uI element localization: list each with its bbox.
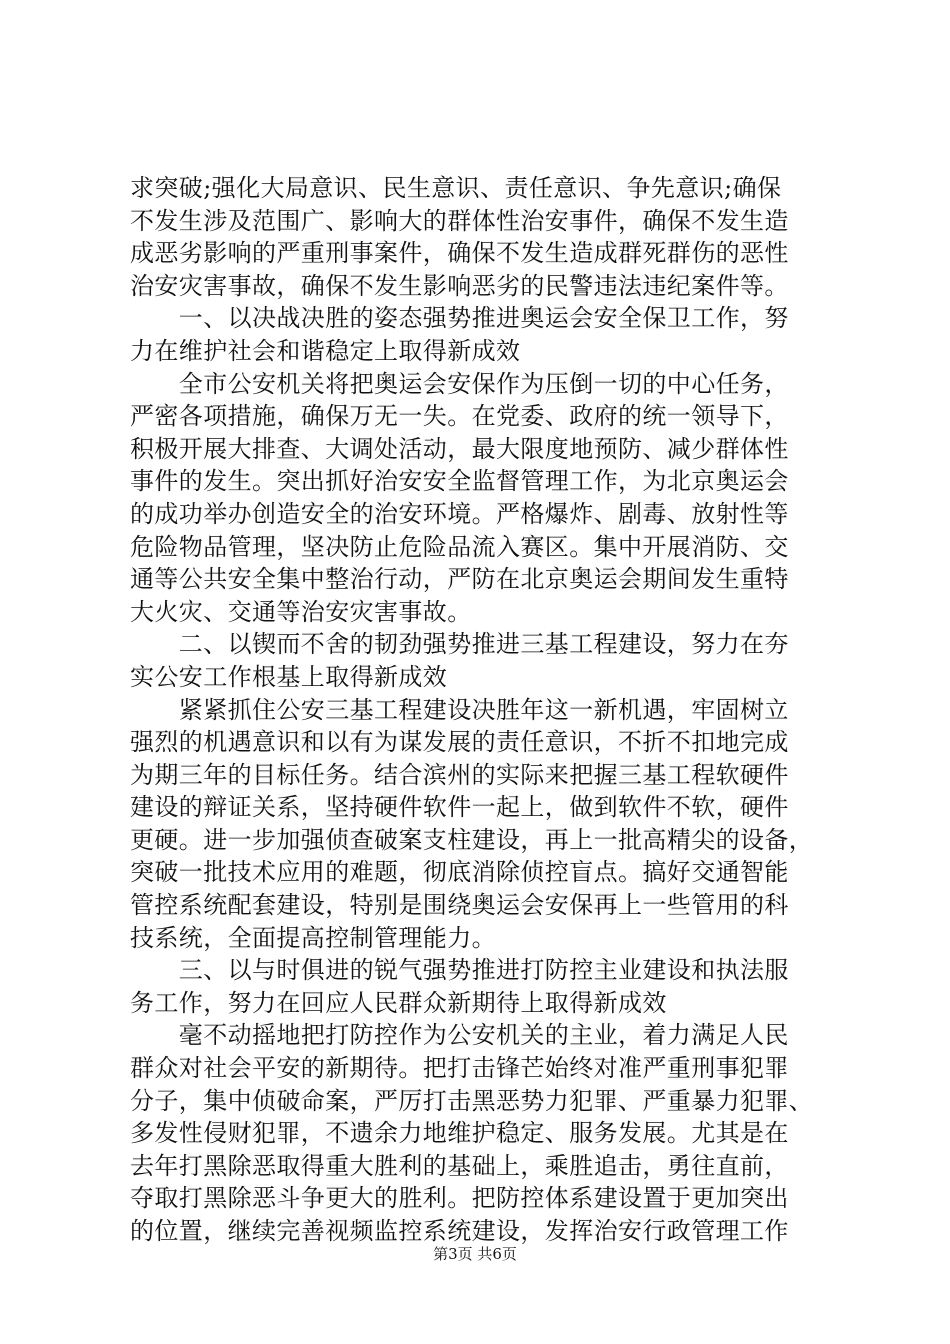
text-line: 求突破;强化大局意识、民生意识、责任意识、争先意识;确保 [130, 174, 782, 202]
text-line: 治安灾害事故，确保不发生影响恶劣的民警违法违纪案件等。 [130, 271, 789, 300]
text-line: 紧紧抓住公安三基工程建设决胜年这一新机遇，牢固树立 [130, 695, 789, 724]
text-line: 更硬。进一步加强侦查破案支柱建设，再上一批高精尖的设备， [130, 825, 814, 854]
text-line: 三、以与时俱进的锐气强势推进打防控主业建设和执法服 [130, 956, 789, 985]
text-line: 夺取打黑除恶斗争更大的胜利。把防控体系建设置于更加突出 [130, 1184, 789, 1213]
page-number-footer: 第3页 共6页 [433, 1245, 517, 1263]
text-line: 二、以锲而不舍的韧劲强势推进三基工程建设，努力在夯 [130, 630, 789, 659]
text-line: 的成功举办创造安全的治安环境。严格爆炸、剧毒、放射性等 [130, 499, 789, 528]
text-line: 分子，集中侦破命案，严厉打击黑恶势力犯罪、严重暴力犯罪、 [130, 1086, 814, 1115]
text-line: 危险物品管理，坚决防止危险品流入赛区。集中开展消防、交 [130, 532, 789, 561]
text-line: 力在维护社会和谐稳定上取得新成效 [130, 336, 521, 365]
text-line: 多发性侵财犯罪，不遗余力地维护稳定、服务发展。尤其是在 [130, 1119, 789, 1148]
text-line: 强烈的机遇意识和以有为谋发展的责任意识，不折不扣地完成 [130, 728, 789, 757]
text-line: 管控系统配套建设，特别是围绕奥运会安保再上一些管用的科 [130, 891, 789, 920]
document-body [130, 172, 830, 1248]
text-line: 群众对社会平安的新期待。把打击锋芒始终对准严重刑事犯罪 [130, 1054, 789, 1083]
text-line: 去年打黑除恶取得重大胜利的基础上，乘胜追击，勇往直前， [130, 1151, 789, 1180]
text-line: 一、以决战决胜的姿态强势推进奥运会安全保卫工作，努 [130, 304, 789, 333]
text-line: 成恶劣影响的严重刑事案件，确保不发生造成群死群伤的恶性 [130, 239, 789, 268]
text-line: 积极开展大排查、大调处活动，最大限度地预防、减少群体性 [130, 434, 789, 463]
text-line: 通等公共安全集中整治行动，严防在北京奥运会期间发生重特 [130, 565, 789, 594]
text-line: 建设的辩证关系，坚持硬件软件一起上，做到软件不软，硬件 [130, 793, 789, 822]
text-line: 大火灾、交通等治安灾害事故。 [130, 597, 472, 626]
text-line: 事件的发生。突出抓好治安安全监督管理工作，为北京奥运会 [130, 467, 789, 496]
text-line: 全市公安机关将把奥运会安保作为压倒一切的中心任务， [130, 369, 789, 398]
text-line: 技系统，全面提高控制管理能力。 [130, 923, 496, 952]
text-line: 为期三年的目标任务。结合滨州的实际来把握三基工程软硬件 [130, 760, 789, 789]
text-line: 实公安工作根基上取得新成效 [130, 662, 448, 691]
text-line: 毫不动摇地把打防控作为公安机关的主业，着力满足人民 [130, 1021, 789, 1050]
text-line: 的位置，继续完善视频监控系统建设，发挥治安行政管理工作 [130, 1217, 789, 1245]
text-line: 严密各项措施，确保万无一失。在党委、政府的统一领导下， [130, 402, 789, 431]
text-line: 突破一批技术应用的难题，彻底消除侦控盲点。搞好交通智能 [130, 858, 789, 887]
text-line: 务工作，努力在回应人民群众新期待上取得新成效 [130, 988, 667, 1017]
text-line: 不发生涉及范围广、影响大的群体性治安事件，确保不发生造 [130, 206, 789, 235]
